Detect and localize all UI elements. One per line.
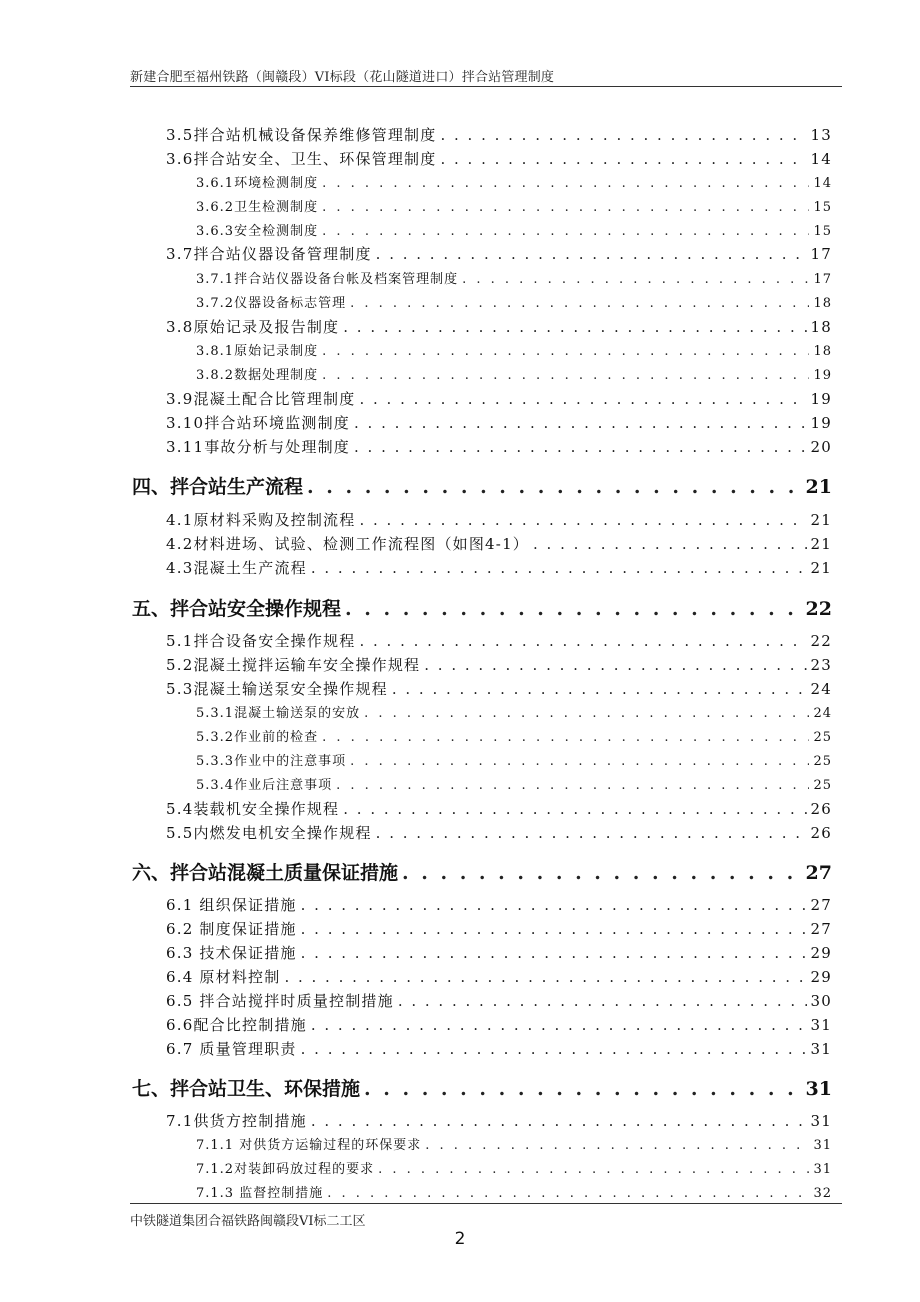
- toc-entry-title: 3.7.1拌合站仪器设备台帐及档案管理制度: [196, 272, 459, 287]
- toc-entry-page: 23: [810, 656, 832, 674]
- toc-entry[interactable]: [196, 340, 832, 359]
- toc-entry[interactable]: [166, 630, 832, 651]
- toc-entry-title: 7.1.1 对供货方运输过程的环保要求: [196, 1138, 422, 1153]
- toc-entry-title: 3.6拌合站安全、卫生、环保管理制度: [166, 150, 437, 168]
- toc-entry-page: 29: [810, 968, 832, 986]
- toc-entry[interactable]: [166, 990, 832, 1011]
- toc-entry-title: 3.6.1环境检测制度: [196, 176, 319, 191]
- toc-dot-leader: [424, 656, 806, 674]
- toc-entry[interactable]: [196, 292, 832, 311]
- toc-entry[interactable]: [166, 798, 832, 819]
- toc-entry-page: 22: [805, 598, 832, 620]
- toc-entry-page: 15: [813, 224, 832, 239]
- toc-entry[interactable]: [196, 1182, 832, 1201]
- toc-entry-title: 6.1 组织保证措施: [166, 896, 297, 914]
- toc-entry[interactable]: [196, 726, 832, 745]
- toc-chapter-entry[interactable]: [132, 1074, 832, 1101]
- toc-entry-page: 24: [810, 680, 832, 698]
- toc-dot-leader: [336, 778, 809, 793]
- toc-entry[interactable]: [196, 172, 832, 191]
- toc-entry-title: 5.1拌合设备安全操作规程: [166, 632, 356, 650]
- toc-entry-title: 6.3 技术保证措施: [166, 944, 297, 962]
- toc-dot-leader: [398, 992, 807, 1010]
- toc-dot-leader: [322, 730, 809, 745]
- toc-dot-leader: [533, 535, 806, 553]
- toc-entry-page: 15: [813, 200, 832, 215]
- toc-entry-title: 6.6配合比控制措施: [166, 1016, 307, 1034]
- footer-divider: [130, 1203, 842, 1204]
- toc-entry-page: 19: [810, 414, 832, 432]
- toc-entry[interactable]: [166, 316, 832, 337]
- toc-entry-page: 29: [810, 944, 832, 962]
- toc-entry-title: 七、拌合站卫生、环保措施: [132, 1078, 361, 1100]
- toc-entry-title: 3.10拌合站环境监测制度: [166, 414, 350, 432]
- toc-entry-page: 30: [810, 992, 832, 1010]
- toc-entry-page: 26: [810, 824, 832, 842]
- toc-entry-title: 6.5 拌合站搅拌时质量控制措施: [166, 992, 394, 1010]
- toc-dot-leader: [376, 245, 807, 263]
- toc-entry-title: 7.1.3 监督控制措施: [196, 1186, 324, 1201]
- toc-entry-page: 21: [810, 511, 832, 529]
- toc-entry-title: 五、拌合站安全操作规程: [132, 598, 342, 620]
- toc-dot-leader: [322, 344, 809, 359]
- toc-entry-title: 7.1.2对装卸码放过程的要求: [196, 1162, 375, 1177]
- toc-dot-leader: [301, 1040, 807, 1058]
- toc-entry[interactable]: [196, 1158, 832, 1177]
- toc-entry-page: 13: [810, 126, 832, 144]
- toc-dot-leader: [301, 896, 807, 914]
- toc-entry-page: 25: [813, 754, 832, 769]
- page-footer: 中铁隧道集团合福铁路闽赣段VI标二工区: [130, 1214, 366, 1229]
- toc-entry-title: 5.4装载机安全操作规程: [166, 800, 340, 818]
- toc-entry-page: 19: [810, 390, 832, 408]
- toc-entry[interactable]: [166, 1110, 832, 1131]
- toc-chapter-entry[interactable]: [132, 594, 832, 621]
- toc-chapter-entry[interactable]: [132, 472, 832, 499]
- toc-entry[interactable]: [166, 654, 832, 675]
- toc-entry[interactable]: [196, 268, 832, 287]
- toc-entry[interactable]: [166, 942, 832, 963]
- toc-dot-leader: [311, 559, 807, 577]
- toc-entry-page: 17: [813, 272, 832, 287]
- toc-entry-title: 3.8原始记录及报告制度: [166, 318, 340, 336]
- toc-entry[interactable]: [196, 774, 832, 793]
- toc-entry[interactable]: [166, 148, 832, 169]
- header-divider: [130, 86, 842, 87]
- toc-chapter-entry[interactable]: [132, 858, 832, 885]
- toc-entry[interactable]: [196, 702, 832, 721]
- toc-entry-page: 21: [805, 476, 832, 498]
- toc-entry-page: 27: [810, 896, 832, 914]
- toc-dot-leader: [425, 1138, 809, 1153]
- toc-entry-title: 7.1供货方控制措施: [166, 1112, 307, 1130]
- toc-entry[interactable]: [166, 918, 832, 939]
- toc-entry-title: 四、拌合站生产流程: [132, 476, 304, 498]
- toc-entry-page: 22: [810, 632, 832, 650]
- toc-entry-title: 5.5内燃发电机安全操作规程: [166, 824, 372, 842]
- toc-dot-leader: [364, 706, 809, 721]
- toc-entry-page: 31: [810, 1016, 832, 1034]
- toc-entry-page: 25: [813, 730, 832, 745]
- toc-entry-page: 31: [813, 1138, 832, 1153]
- toc-entry-title: 3.6.3安全检测制度: [196, 224, 319, 239]
- toc-entry[interactable]: [166, 509, 832, 530]
- toc-entry-title: 5.3.3作业中的注意事项: [196, 754, 347, 769]
- toc-dot-leader: [359, 511, 806, 529]
- toc-entry-title: 3.11事故分析与处理制度: [166, 438, 350, 456]
- toc-dot-leader: [350, 754, 809, 769]
- toc-entry-title: 5.3.4作业后注意事项: [196, 778, 333, 793]
- toc-dot-leader: [322, 176, 809, 191]
- toc-entry-title: 5.2混凝土搅拌运输车安全操作规程: [166, 656, 421, 674]
- toc-dot-leader: [376, 824, 807, 842]
- toc-entry-page: 31: [810, 1040, 832, 1058]
- toc-entry-page: 25: [813, 778, 832, 793]
- toc-entry-title: 4.3混凝土生产流程: [166, 559, 307, 577]
- toc-entry-page: 26: [810, 800, 832, 818]
- toc-entry[interactable]: [166, 1014, 832, 1035]
- toc-entry-title: 6.7 质量管理职责: [166, 1040, 297, 1058]
- toc-entry[interactable]: [166, 894, 832, 915]
- toc-entry[interactable]: [166, 822, 832, 843]
- toc-entry-title: 5.3混凝土输送泵安全操作规程: [166, 680, 388, 698]
- toc-dot-leader: [343, 318, 806, 336]
- page-number: 2: [454, 1229, 466, 1249]
- toc-dot-leader: [364, 1078, 802, 1100]
- toc-entry-title: 3.5拌合站机械设备保养维修管理制度: [166, 126, 437, 144]
- toc-dot-leader: [402, 862, 802, 884]
- toc-entry-title: 4.1原材料采购及控制流程: [166, 511, 356, 529]
- toc-dot-leader: [327, 1186, 809, 1201]
- toc-dot-leader: [440, 150, 806, 168]
- toc-entry[interactable]: [166, 533, 832, 554]
- toc-dot-leader: [359, 632, 806, 650]
- toc-entry-title: 3.7拌合站仪器设备管理制度: [166, 245, 372, 263]
- toc-entry-title: 3.9混凝土配合比管理制度: [166, 390, 356, 408]
- toc-entry[interactable]: [166, 1038, 832, 1059]
- toc-entry[interactable]: [166, 243, 832, 264]
- toc-entry-title: 6.2 制度保证措施: [166, 920, 297, 938]
- toc-entry-page: 21: [810, 535, 832, 553]
- toc-entry[interactable]: [196, 220, 832, 239]
- toc-dot-leader: [284, 968, 806, 986]
- toc-entry-page: 27: [810, 920, 832, 938]
- toc-entry-page: 18: [813, 344, 832, 359]
- toc-dot-leader: [440, 126, 806, 144]
- toc-dot-leader: [301, 920, 807, 938]
- page-header: 新建合肥至福州铁路（闽赣段）VI标段（花山隧道进口）拌合站管理制度: [130, 70, 555, 85]
- toc-dot-leader: [322, 368, 809, 383]
- toc-entry-title: 6.4 原材料控制: [166, 968, 281, 986]
- toc-entry-page: 31: [813, 1162, 832, 1177]
- toc-dot-leader: [311, 1112, 807, 1130]
- toc-entry[interactable]: [196, 1134, 832, 1153]
- toc-dot-leader: [354, 414, 807, 432]
- toc-dot-leader: [301, 944, 807, 962]
- toc-dot-leader: [350, 296, 809, 311]
- toc-dot-leader: [322, 200, 809, 215]
- toc-entry-page: 18: [813, 296, 832, 311]
- toc-entry[interactable]: [196, 364, 832, 383]
- toc-entry-title: 3.8.2数据处理制度: [196, 368, 319, 383]
- toc-entry-page: 14: [813, 176, 832, 191]
- toc-entry-page: 18: [810, 318, 832, 336]
- toc-dot-leader: [343, 800, 806, 818]
- toc-entry-page: 14: [810, 150, 832, 168]
- toc-entry[interactable]: [166, 678, 832, 699]
- toc-entry-page: 19: [813, 368, 832, 383]
- toc-entry-page: 20: [810, 438, 832, 456]
- toc-entry[interactable]: [166, 124, 832, 145]
- toc-dot-leader: [354, 438, 807, 456]
- toc-entry-title: 4.2材料进场、试验、检测工作流程图（如图4-1）: [166, 535, 530, 553]
- toc-entry-page: 24: [813, 706, 832, 721]
- toc-entry[interactable]: [166, 388, 832, 409]
- toc-entry-title: 5.3.2作业前的检查: [196, 730, 319, 745]
- toc-dot-leader: [307, 476, 802, 498]
- toc-entry[interactable]: [166, 436, 832, 457]
- toc-entry-title: 5.3.1混凝土输送泵的安放: [196, 706, 361, 721]
- toc-entry-page: 31: [805, 1078, 832, 1100]
- toc-entry[interactable]: [196, 750, 832, 769]
- toc-dot-leader: [378, 1162, 809, 1177]
- toc-entry-title: 3.7.2仪器设备标志管理: [196, 296, 347, 311]
- toc-entry-page: 31: [810, 1112, 832, 1130]
- toc-entry-title: 3.8.1原始记录制度: [196, 344, 319, 359]
- toc-dot-leader: [322, 224, 809, 239]
- toc-dot-leader: [462, 272, 809, 287]
- toc-entry-title: 六、拌合站混凝土质量保证措施: [132, 862, 399, 884]
- toc-entry-page: 32: [813, 1186, 832, 1201]
- toc-entry-page: 17: [810, 245, 832, 263]
- toc-entry-title: 3.6.2卫生检测制度: [196, 200, 319, 215]
- toc-dot-leader: [392, 680, 807, 698]
- toc-dot-leader: [345, 598, 802, 620]
- toc-dot-leader: [359, 390, 806, 408]
- toc-entry[interactable]: [166, 557, 832, 578]
- toc-entry-page: 27: [805, 862, 832, 884]
- toc-dot-leader: [311, 1016, 807, 1034]
- toc-entry[interactable]: [166, 412, 832, 433]
- toc-entry[interactable]: [196, 196, 832, 215]
- toc-entry[interactable]: [166, 966, 832, 987]
- toc-entry-page: 21: [810, 559, 832, 577]
